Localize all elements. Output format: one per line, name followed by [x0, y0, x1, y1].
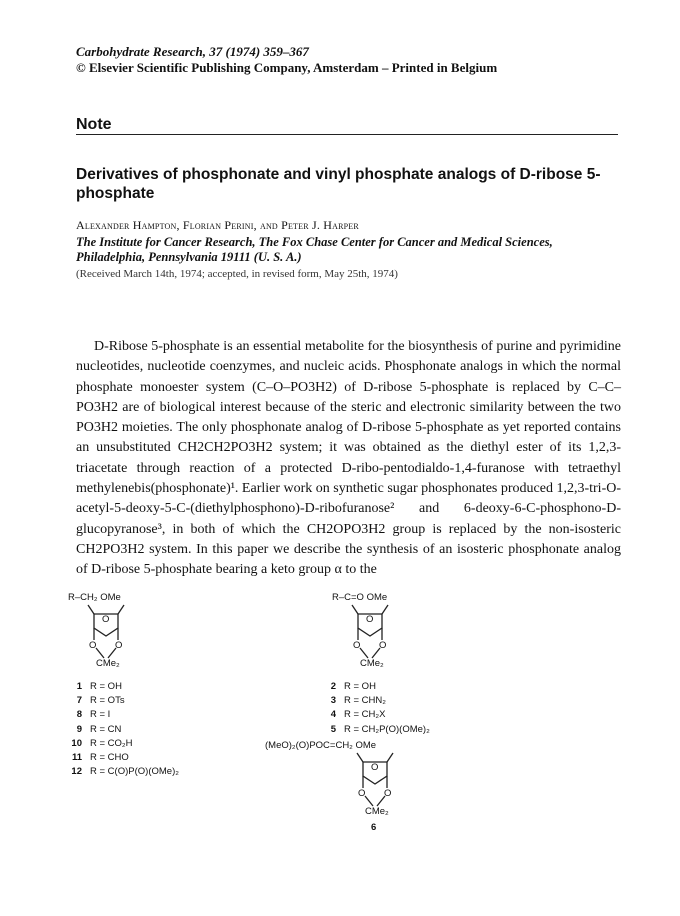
oxygen-label: O [115, 640, 123, 651]
isopropylidene-label: CMe₂ [360, 658, 384, 669]
article-body [76, 337, 621, 581]
article-authors: Alexander Hampton, Florian Perini, and Peter J. Harper [76, 218, 359, 232]
compound-row: 4 R = CH₂X [330, 709, 386, 721]
compound-row: 7 R = OTs [76, 695, 125, 707]
oxygen-label: O [89, 640, 97, 651]
article-title: Derivatives of phosphonate and vinyl phosphate analogs of D-ribose 5-phosphate [76, 166, 601, 202]
ring-oxygen-label: O [366, 614, 374, 625]
oxygen-label: O [384, 788, 392, 799]
compound-row: 5 R = CH₂P(O)(OMe)₂ [330, 723, 430, 735]
compound-row: 3 R = CHN₂ [330, 695, 386, 707]
compound-row: 8 R = I [76, 709, 111, 721]
affiliation-line: The Institute for Cancer Research, The Fox Chase Center for Cancer and Medical Sciences, [76, 235, 553, 249]
affiliation-line: Philadelphia, Pennsylvania 19111 (U. S. A.) [76, 250, 302, 264]
body-paragraph: D-Ribose 5-phosphate is an essential metabolite for the biosynthesis of purine and pyrimidine nucleotides, nucleotide coenzymes, and nucleic acids. Phosphonate analogs in which the normal phosphate monoester system (C–O–PO3H2) of D-ribose 5-phosphate is replaced by C–C–PO3H2 are of biological interest because of the steric and electronic similarity between the two PO3H2 moieties. The only phosphonate analog of D-ribose 5-phosphate as yet reported contains an unsubstituted CH2CH2PO3H2 system; it was obtained as the diethyl ester of its 1,2,3-triacetate through reaction of a protected D-ribo-pentodialdo-1,4-furanose with tetraethyl methylenebis(phosphonate)¹. Earlier work on synthetic sugar phosphonates produced 1,2,3-tri-O-acetyl-5-deoxy-5-C-(diethylphosphono)-D-ribofuranose² and 6-deoxy-6-C-phosphono-D-glucopyranose³, in both of which the CH2OPO3H2 group is replaced by the non-isosteric CH2PO3H2 system. In this paper we describe the synthesis of an isosteric phosphonate analog of D-ribose 5-phosphate bearing a keto group α to the [76, 339, 622, 578]
ring-oxygen-label: O [102, 614, 110, 625]
oxygen-label: O [358, 788, 366, 799]
compound-list-right [320, 680, 430, 737]
isopropylidene-label: CMe₂ [365, 806, 389, 817]
substituent-label: R–CH₂ OMe [68, 592, 121, 603]
compound-list-left [66, 680, 179, 779]
compound-number: 6 [371, 822, 377, 833]
journal-header [76, 44, 616, 76]
compound-row: 12 R = C(O)P(O)(OMe)₂ [71, 766, 179, 778]
substituent-label: (MeO)₂(O)POC=CH₂ OMe [265, 740, 377, 751]
compound-row: 10 R = CO₂H [71, 737, 133, 749]
isopropylidene-label: CMe₂ [96, 658, 120, 669]
furanose-ring-diagram [66, 592, 186, 670]
publisher-line: © Elsevier Scientific Publishing Company, Amsterdam – Printed in Belgium [76, 60, 498, 75]
structure-left [66, 592, 186, 670]
article-affiliation [76, 235, 621, 265]
structure-right [330, 592, 450, 670]
furanose-ring-diagram [265, 740, 445, 840]
structure-six [265, 740, 445, 840]
compound-row: 2 R = OH [330, 681, 376, 692]
received-dates: (Received March 14th, 1974; accepted, in revised form, May 25th, 1974) [76, 268, 398, 280]
compound-row: 1 R = OH [76, 681, 122, 692]
section-divider [76, 134, 618, 135]
section-label: Note [76, 116, 112, 133]
oxygen-label: O [379, 640, 387, 651]
furanose-ring-diagram [330, 592, 450, 670]
compound-row: 11 R = CHO [71, 752, 129, 764]
journal-citation: Carbohydrate Research, 37 (1974) 359–367 [76, 44, 309, 59]
ring-oxygen-label: O [371, 762, 379, 773]
substituent-label: R–C=O OMe [332, 592, 388, 603]
oxygen-label: O [353, 640, 361, 651]
compound-row: 9 R = CN [76, 723, 122, 735]
